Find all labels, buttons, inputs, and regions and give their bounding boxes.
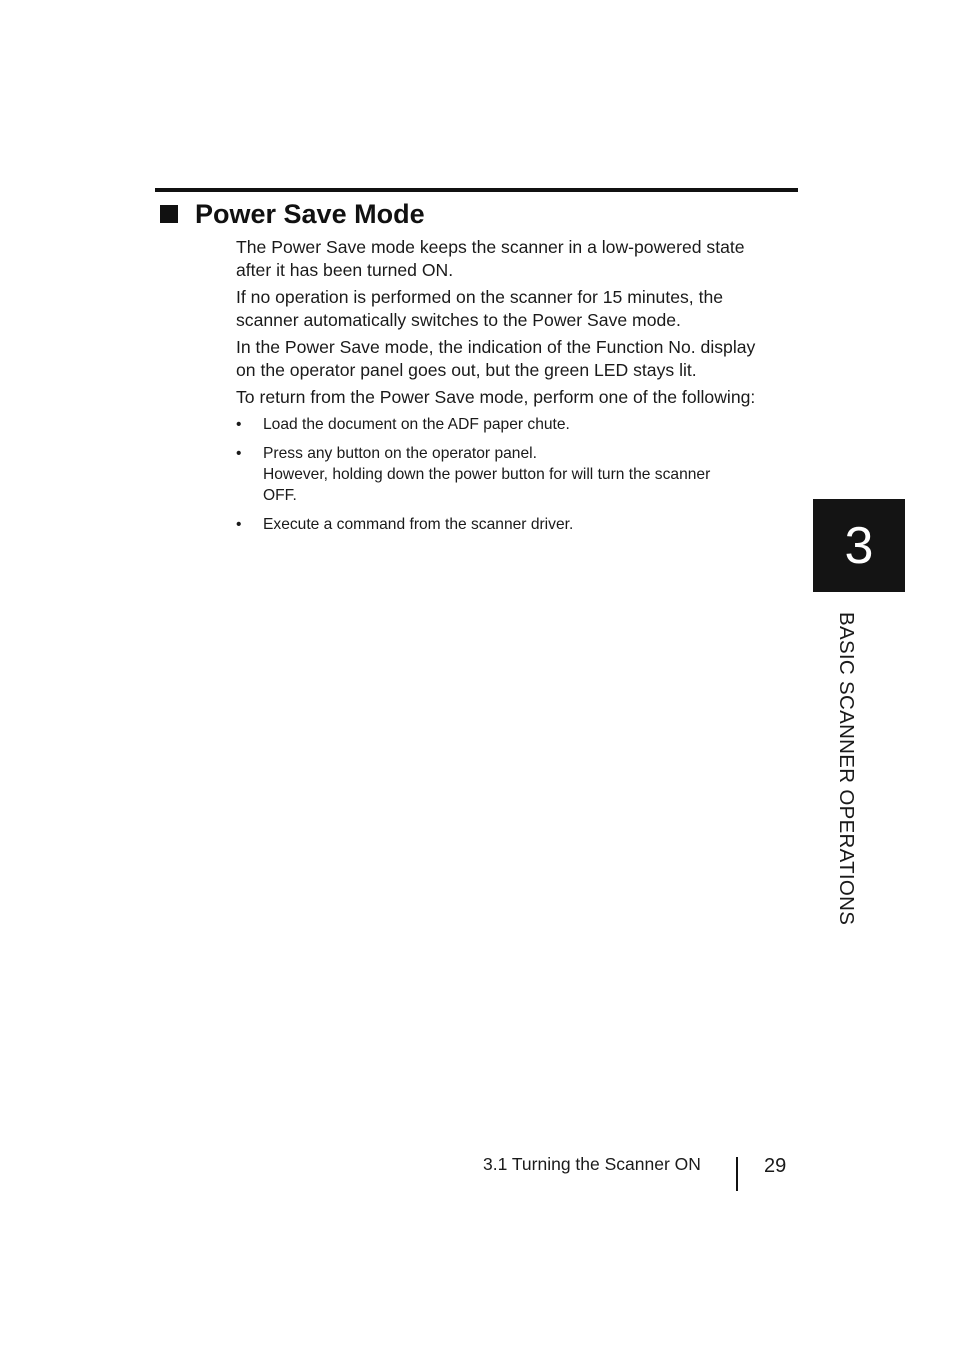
list-item-text: OFF. bbox=[263, 487, 297, 504]
chapter-number-tab: 3 bbox=[813, 499, 905, 592]
footer-divider bbox=[736, 1157, 738, 1191]
paragraph bbox=[236, 236, 806, 281]
paragraph-line: To return from the Power Save mode, perform one of the following: bbox=[236, 387, 756, 407]
section-title: Power Save Mode bbox=[195, 198, 425, 229]
paragraph-line: In the Power Save mode, the indication of the Function No. display bbox=[236, 337, 756, 357]
paragraph-line: scanner automatically switches to the Power Save mode. bbox=[236, 309, 681, 330]
chapter-title: BASIC SCANNER OPERATIONS bbox=[835, 612, 858, 926]
page-number: 29 bbox=[764, 1155, 787, 1177]
bullet-icon: • bbox=[236, 445, 242, 462]
bullet-list bbox=[236, 414, 796, 543]
paragraph-line: on the operator panel goes out, but the green LED stays lit. bbox=[236, 359, 697, 380]
paragraph bbox=[236, 386, 806, 409]
list-item-text: Load the document on the ADF paper chute. bbox=[263, 416, 570, 433]
bullet-icon: • bbox=[236, 516, 242, 533]
list-item-text: Execute a command from the scanner driver. bbox=[263, 516, 574, 533]
list-item bbox=[236, 514, 796, 535]
list-item bbox=[236, 443, 796, 506]
paragraph bbox=[236, 336, 806, 381]
list-item bbox=[236, 414, 796, 435]
footer-section-label: 3.1 Turning the Scanner ON bbox=[483, 1154, 701, 1174]
list-item-text: Press any button on the operator panel. bbox=[263, 445, 537, 462]
bullet-icon: • bbox=[236, 416, 242, 433]
paragraph bbox=[236, 286, 806, 331]
list-item-text: However, holding down the power button for will turn the scanner bbox=[263, 466, 711, 483]
heading-square-icon bbox=[160, 205, 178, 223]
paragraph-line: If no operation is performed on the scanner for 15 minutes, the bbox=[236, 287, 724, 307]
section-heading bbox=[160, 196, 425, 232]
paragraph-line: The Power Save mode keeps the scanner in a low-powered state bbox=[236, 237, 745, 257]
section-top-rule bbox=[155, 188, 798, 192]
paragraph-line: after it has been turned ON. bbox=[236, 259, 454, 280]
body-text bbox=[236, 236, 806, 414]
